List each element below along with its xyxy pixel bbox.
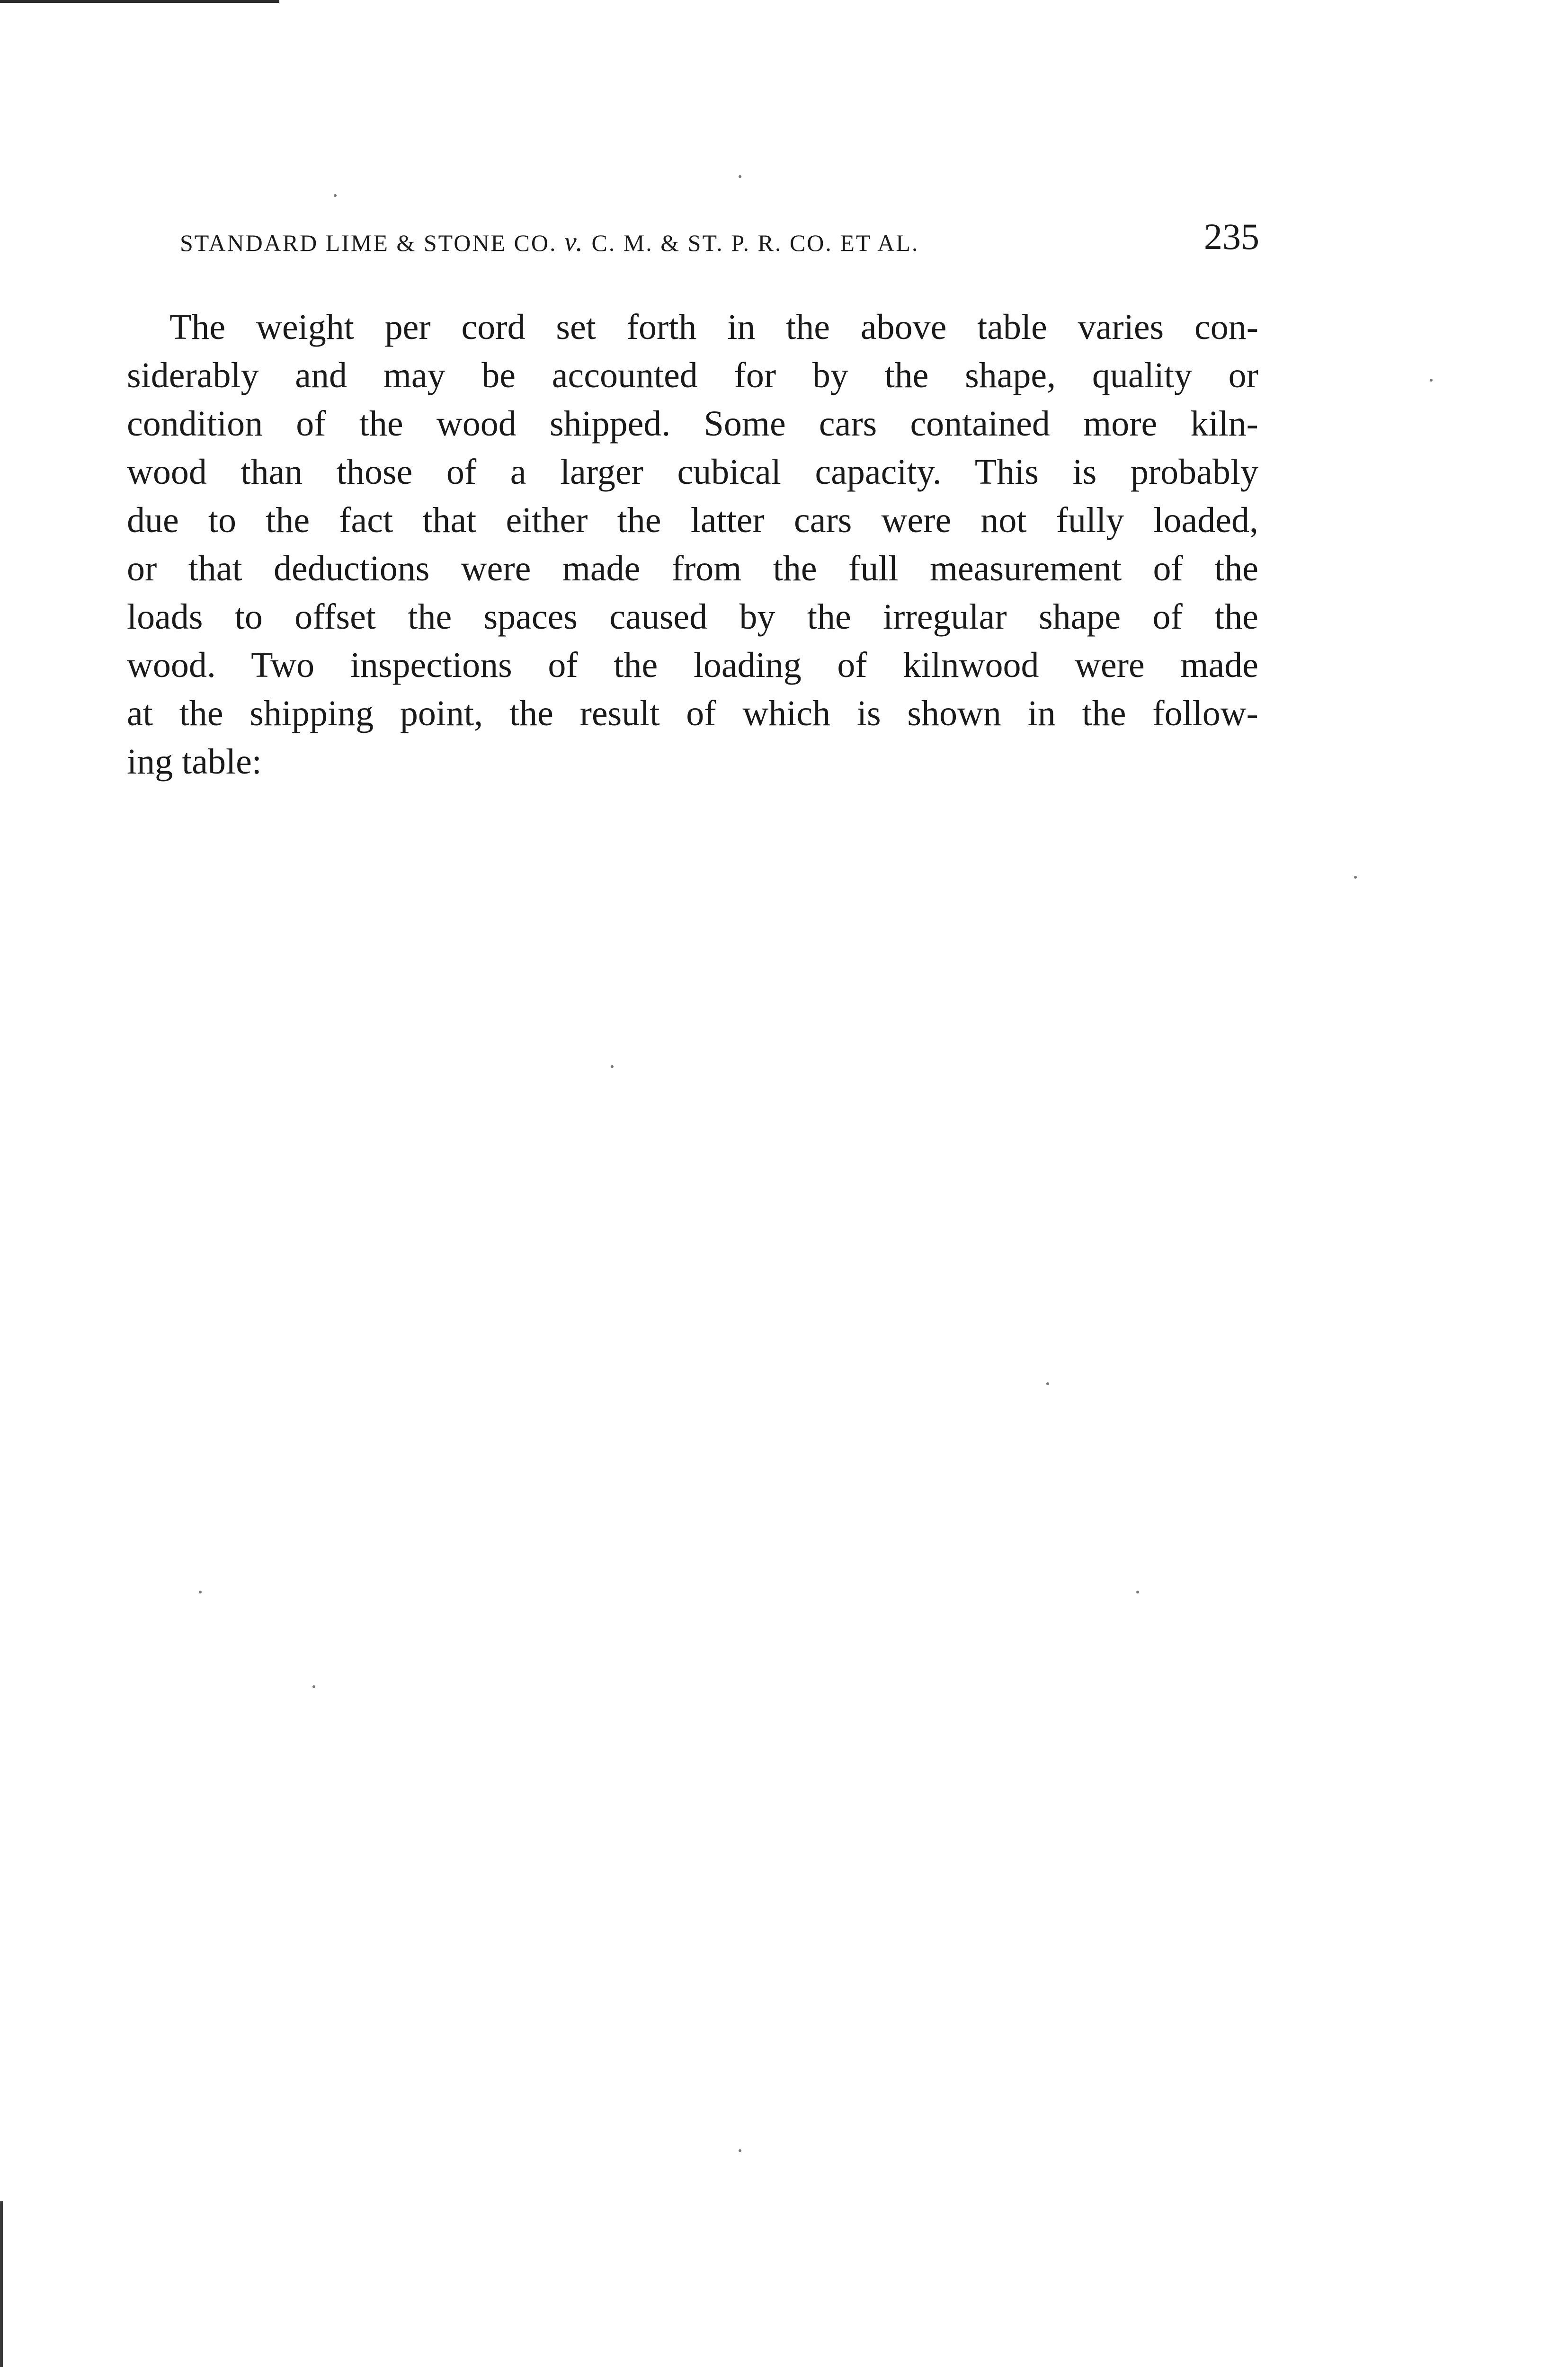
- text-line: wood than those of a larger cubical capacity. This is probably: [127, 452, 1258, 492]
- case-name-part2: C. M. & ST. P. R. CO. ET AL.: [591, 230, 919, 256]
- scan-speck: [1354, 876, 1357, 879]
- scan-speck: [739, 175, 741, 178]
- case-name-part1: STANDARD LIME & STONE CO.: [180, 230, 557, 256]
- text-line: at the shipping point, the result of which is shown in the follow-: [127, 694, 1258, 733]
- scan-speck: [1136, 1591, 1139, 1593]
- text-line: loads to offset the spaces caused by the irregular shape of the: [127, 597, 1258, 637]
- versus-abbreviation: v.: [564, 226, 584, 257]
- text-line: siderably and may be accounted for by the shape, quality or: [127, 356, 1258, 395]
- text-line: due to the fact that either the latter cars were not fully loaded,: [127, 500, 1258, 540]
- scan-speck: [334, 194, 337, 197]
- running-head: [180, 215, 1259, 258]
- text-line: wood. Two inspections of the loading of kilnwood were made: [127, 645, 1258, 685]
- text-line: or that deductions were made from the full measurement of the: [127, 549, 1258, 588]
- body-paragraph: [127, 303, 1258, 786]
- running-head-title: [180, 226, 919, 258]
- scan-speck: [199, 1591, 202, 1593]
- text-line: condition of the wood shipped. Some cars contained more kiln-: [127, 404, 1258, 444]
- left-edge-rule: [0, 2201, 3, 2367]
- text-line: ing table:: [127, 742, 262, 782]
- text-line: The weight per cord set forth in the above table varies con-: [169, 307, 1258, 347]
- scan-speck: [739, 2149, 741, 2152]
- scan-speck: [611, 1065, 614, 1068]
- scan-speck: [1430, 379, 1433, 382]
- page-number: 235: [1204, 216, 1259, 257]
- top-edge-rule: [0, 0, 279, 3]
- scan-speck: [312, 1685, 315, 1688]
- scan-speck: [1046, 1382, 1049, 1385]
